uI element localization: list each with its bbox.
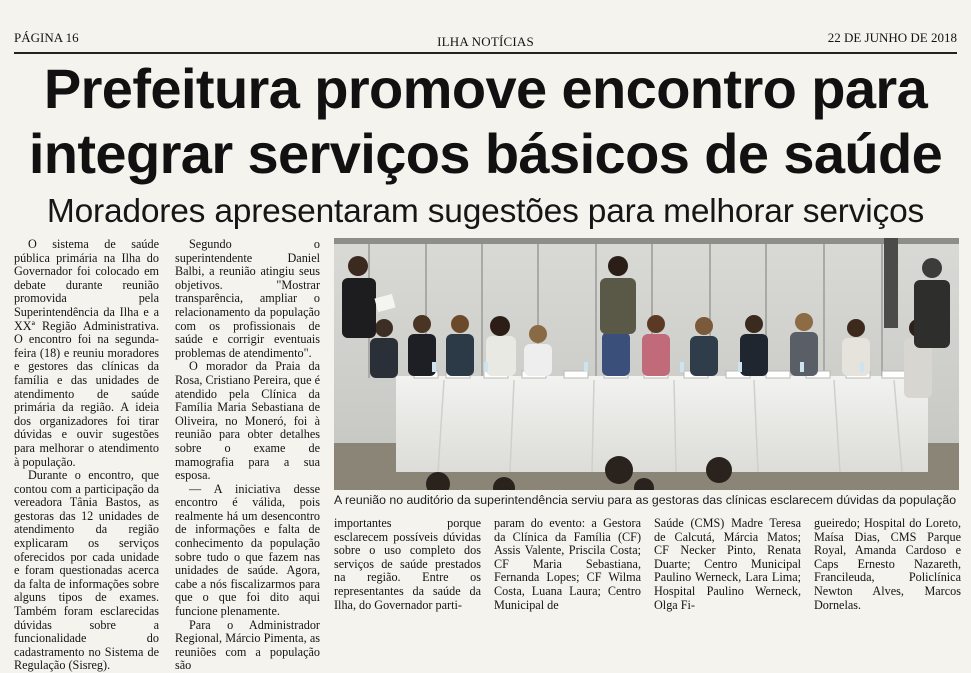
paragraph: O sistema de saúde pública primária na Ilha do Governador foi colocado em debate durante reunião promovida pela Superintendência da Ilha e a XXª Região Administrativa. O encontro foi na segunda-feira (18) e reuniu moradores e gestores das clínicas da família e das unidades de atendimento de saúde primária da região. A ideia dos organizadores foi tirar dúvidas e ouvir sugestões para melhorar o atendimento à população. <box>14 237 159 469</box>
article-column-6 <box>814 517 961 612</box>
article-column-1 <box>14 238 159 673</box>
paragraph: — A iniciativa desse encontro é válida, pois realmente há um desencontro de informações e falta de conhecimento da população sobre tudo o que fazem nas unidades de saúde. Agora, cabe a nós fiscalizarmos para que o que foi dito aqui funcione plenamente. <box>175 481 320 619</box>
paragraph: param do evento: a Gestora da Clínica da Família (CF) Assis Valente, Priscila Costa; CF Maria Sebastiana, Fernanda Lopes; CF Wilma Costa, Luana Laura; Centro Municipal de <box>494 516 641 612</box>
article-column-5 <box>654 517 801 612</box>
headline-line-2: integrar serviços básicos de saúde <box>28 122 943 185</box>
meeting-photo <box>334 238 959 490</box>
meeting-photo-illustration <box>334 238 959 490</box>
article-column-2 <box>175 238 320 673</box>
headline <box>10 56 961 186</box>
page-number: PÁGINA 16 <box>14 30 79 45</box>
paragraph: Durante o encontro, que contou com a participação da vereadora Tânia Bastos, as gestoras das 12 unidades de atendimento da região explicaram os serviços oferecidos por cada unidade e foram questionadas acerca da falta de informações sobre alguns tipos de exames. Também foram esclarecidas dúvidas sobre a funcionalidade do cadastramento no Sistema de Regulação (Sisreg). <box>14 468 159 673</box>
subheadline: Moradores apresentaram sugestões para melhorar serviços <box>46 193 925 230</box>
paragraph: O morador da Praia da Rosa, Cristiano Pereira, que é atendido pela Clínica da Família Maria Sebastiana de Oliveira, no Moneró, foi à reunião para obter detalhes sobre o exame de mamografia para a sua esposa. <box>175 359 320 483</box>
article-column-4 <box>494 517 641 612</box>
paragraph: importantes porque esclarecem possíveis dúvidas sobre o uso completo dos serviços de saúde prestados na região. Entre os representantes da saúde da Ilha, do Governador parti- <box>334 516 481 612</box>
masthead-rule <box>14 52 957 54</box>
paragraph: Saúde (CMS) Madre Teresa de Calcutá, Márcia Matos; CF Necker Pinto, Renata Duarte; Centro Municipal Paulino Werneck, Lara Lima; Hospital Paulino Werneck, Olga Fi- <box>654 516 801 612</box>
paragraph: Segundo o superintendente Daniel Balbi, a reunião atingiu seus objetivos. "Mostrar transparência, ampliar o relacionamento da população com os profissionais de saúde e corrigir eventuais problemas de atendimento". <box>175 237 320 360</box>
photo-caption: A reunião no auditório da superintendência serviu para as gestoras das clínicas esclarecem dúvidas da população <box>334 493 957 507</box>
paragraph: Para o Administrador Regional, Márcio Pimenta, as reuniões com a população são <box>175 617 320 673</box>
masthead <box>14 30 957 52</box>
article-column-3 <box>334 517 481 612</box>
paragraph: gueiredo; Hospital do Loreto, Maísa Dias, CMS Parque Royal, Amanda Cardoso e Caps Ernesto Nazareth, Francileuda, Policlínica Newton Alves, Marcos Dornelas. <box>814 516 961 612</box>
newspaper-name: ILHA NOTÍCIAS <box>437 34 534 49</box>
issue-date: 22 DE JUNHO DE 2018 <box>827 30 957 45</box>
headline-line-1: Prefeitura promove encontro para <box>43 57 928 120</box>
